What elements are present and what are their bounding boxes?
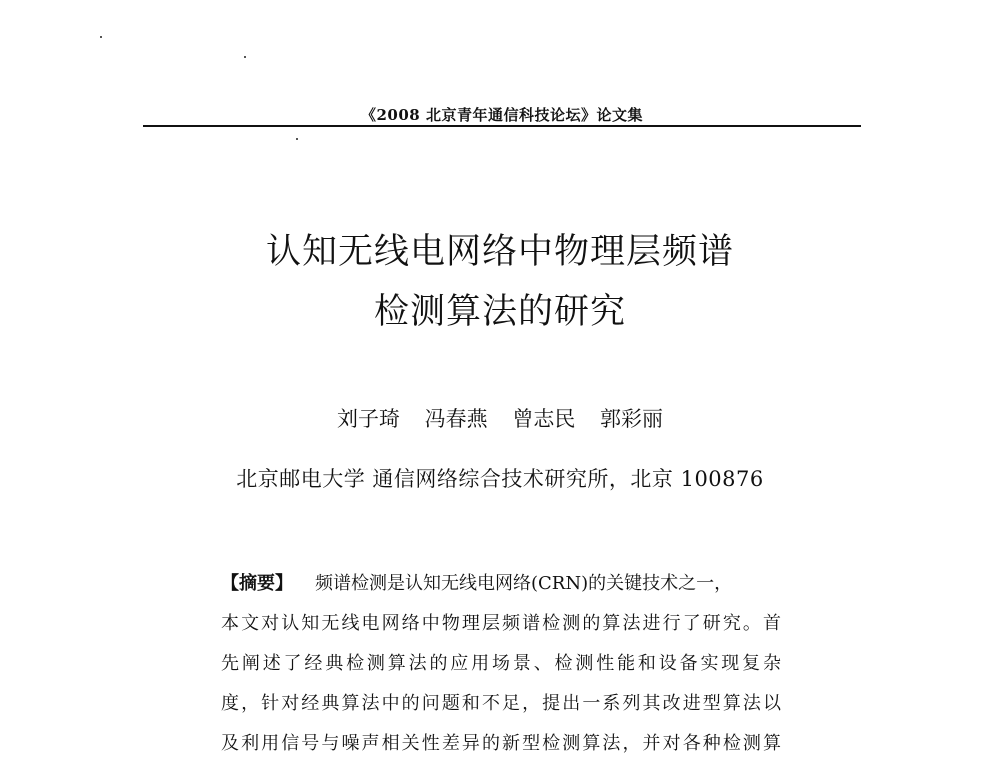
abstract-text: 频谱检测是认知无线电网络(CRN)的关键技术之一， bbox=[315, 573, 733, 594]
abstract-label: 【摘要】 bbox=[221, 573, 293, 594]
abstract-line bbox=[221, 564, 781, 604]
affiliation: 北京邮电大学 通信网络综合技术研究所，北京 100876 bbox=[236, 467, 764, 491]
scan-speck bbox=[296, 138, 298, 140]
author-list bbox=[150, 403, 850, 433]
abstract-line: 度，针对经典算法中的问题和不足，提出一系列其改进型算法以 bbox=[221, 693, 781, 714]
header-rule bbox=[143, 125, 861, 127]
scan-speck bbox=[100, 36, 102, 38]
running-header: 《2008 北京青年通信科技论坛》论文集 bbox=[361, 106, 643, 124]
paper-title-line-1: 认知无线电网络中物理层频谱 bbox=[265, 232, 734, 272]
scan-speck bbox=[244, 56, 246, 58]
author-name: 郭彩丽 bbox=[600, 407, 664, 431]
abstract-line: 及利用信号与噪声相关性差异的新型检测算法，并对各种检测算 bbox=[221, 733, 781, 754]
abstract-line: 本文对认知无线电网络中物理层频谱检测的算法进行了研究。首 bbox=[221, 613, 781, 634]
abstract-line: 先阐述了经典检测算法的应用场景、检测性能和设备实现复杂 bbox=[221, 653, 781, 674]
author-name: 曾志民 bbox=[512, 407, 576, 431]
abstract bbox=[221, 564, 781, 764]
author-name: 冯春燕 bbox=[424, 407, 488, 431]
paper-title-line-2: 检测算法的研究 bbox=[373, 292, 626, 332]
author-name: 刘子琦 bbox=[336, 407, 400, 431]
